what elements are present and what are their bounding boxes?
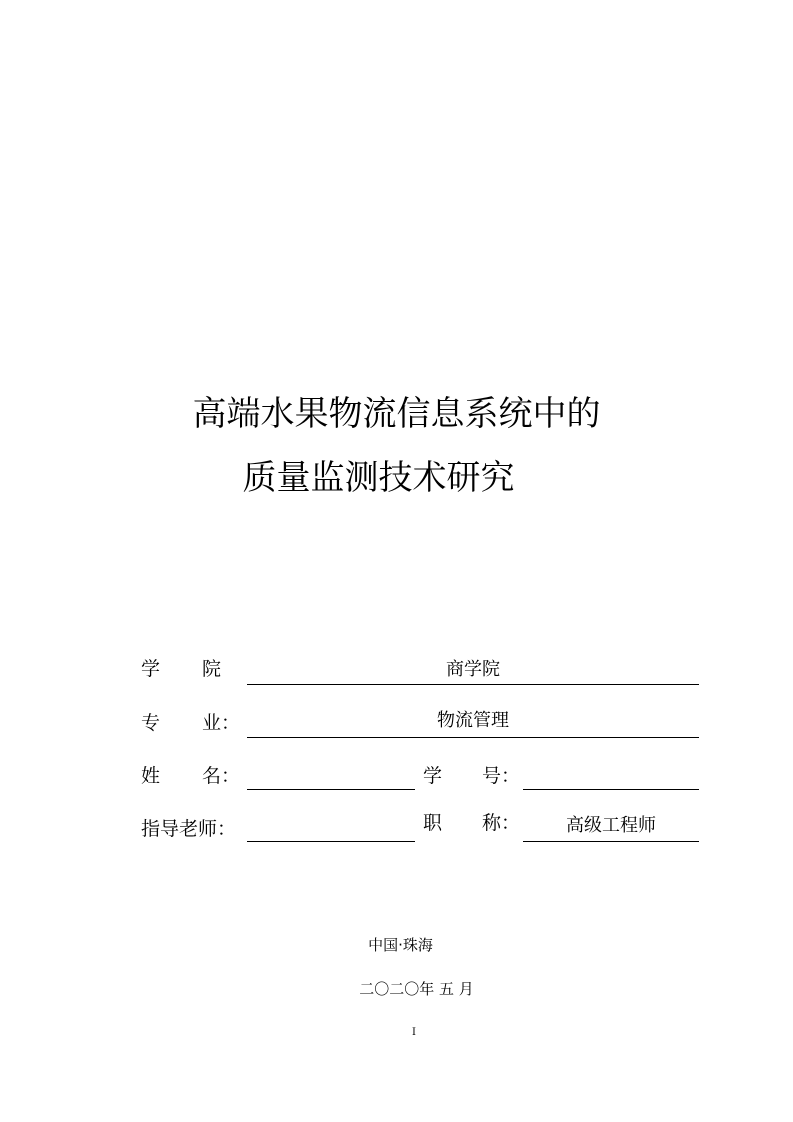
rank-underline (523, 841, 699, 842)
rank-label-char-1: 职 (423, 812, 443, 834)
major-label-char-1: 专 (141, 712, 161, 734)
student-id-underline (523, 789, 699, 790)
college-underline (247, 684, 699, 685)
name-underline (247, 789, 415, 790)
advisor-label: 指导老师： (141, 818, 237, 840)
rank-label-char-2: 称： (482, 812, 521, 834)
name-label-char-1: 姓 (141, 765, 161, 787)
college-label-char-1: 学 (141, 658, 161, 680)
college-label-char-2: 院 (202, 658, 222, 680)
name-label-char-2: 名： (202, 765, 241, 787)
college-value: 商学院 (446, 659, 500, 680)
page-number: I (412, 1027, 416, 1038)
footer-place: 中国·珠海 (368, 936, 433, 954)
thesis-title-line-1: 高端水果物流信息系统中的 (192, 394, 601, 434)
rank-value: 高级工程师 (566, 815, 656, 836)
footer-date: 二〇二〇年 五 月 (359, 980, 474, 998)
thesis-title-line-2: 质量监测技术研究 (242, 458, 515, 498)
major-label-char-2: 业： (202, 712, 241, 734)
advisor-underline (247, 841, 415, 842)
major-value: 物流管理 (437, 710, 509, 731)
student-id-label-char-1: 学 (423, 765, 443, 787)
student-id-label-char-2: 号： (482, 765, 521, 787)
major-underline (247, 737, 699, 738)
